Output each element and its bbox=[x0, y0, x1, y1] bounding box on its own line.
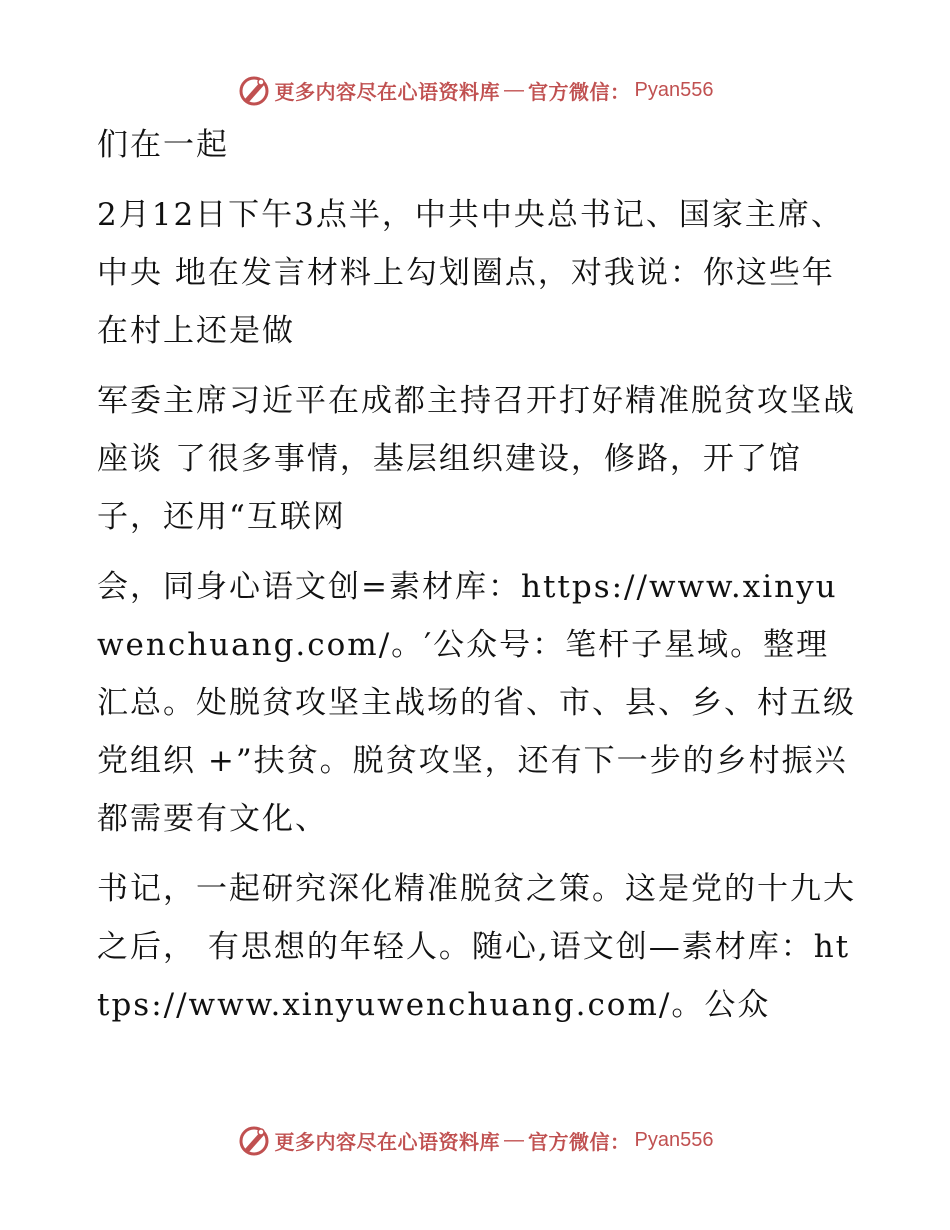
pen-circle-icon bbox=[237, 1123, 271, 1157]
document-body bbox=[97, 116, 857, 1046]
header-wechat-id: Pyan556 bbox=[634, 78, 714, 101]
footer-promo-text: 更多内容尽在心语资料库 bbox=[274, 1129, 501, 1154]
footer-separator: — bbox=[504, 1128, 525, 1151]
header-promo-text: 更多内容尽在心语资料库 bbox=[274, 79, 501, 104]
footer-banner-inner bbox=[237, 1123, 714, 1157]
paragraph-4: 会，同身心语文创=素材库：https://www.xinyuwenchuang.com/。′公众号：笔杆子星域。整理汇总。处脱贫攻坚主战场的省、市、县、乡、村五级党组织 +”扶贫。脱贫攻坚，还有下一步的乡村振兴都需要有文化、 bbox=[97, 569, 856, 837]
footer-banner bbox=[0, 1120, 950, 1160]
paragraph-5: 书记，一起研究深化精准脱贫之策。这是党的十九大之后， 有思想的年轻人。随心,语文创—素材库：https://www.xinyuwenchuang.com/。公众 bbox=[97, 871, 856, 1023]
footer-wechat-label: 官方微信： bbox=[528, 1129, 631, 1154]
paragraph-1: 们在一起 bbox=[97, 127, 229, 163]
header-banner-inner bbox=[237, 73, 714, 107]
paragraph-3: 军委主席习近平在成都主持召开打好精准脱贫攻坚战座谈 了很多事情，基层组织建设，修路，开了馆子，还用“互联网 bbox=[97, 383, 856, 535]
header-wechat-label: 官方微信： bbox=[528, 79, 631, 104]
footer-wechat-id: Pyan556 bbox=[634, 1128, 714, 1151]
header-banner bbox=[0, 70, 950, 110]
paragraph-2: 2月12日下午3点半，中共中央总书记、国家主席、中央 地在发言材料上勾划圈点，对我说：你这些年在村上还是做 bbox=[97, 197, 844, 349]
pen-circle-icon bbox=[237, 73, 271, 107]
header-separator: — bbox=[504, 78, 525, 101]
